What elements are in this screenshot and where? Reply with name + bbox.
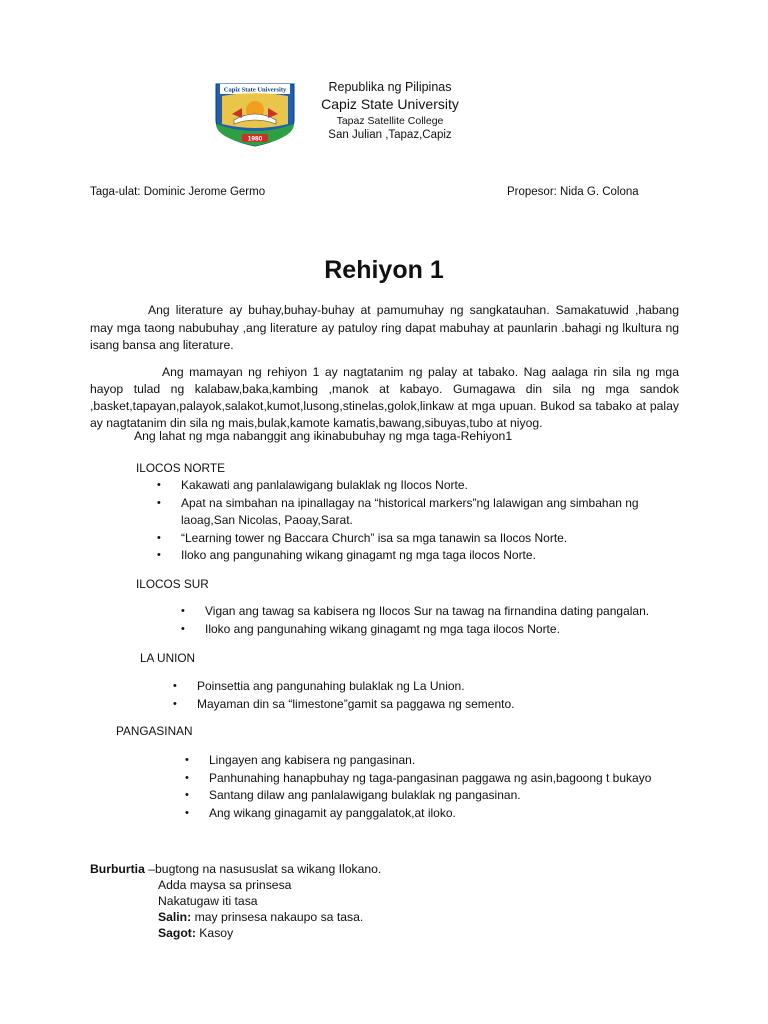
reporter-name: Taga-ulat: Dominic Jerome Germo <box>90 186 266 198</box>
list-item: • Kakawati ang panlalawigang bulaklak ng Ilocos Norte. <box>181 477 681 495</box>
list-item: • Mayaman din sa “limestone”gamit sa paggawa ng semento. <box>197 696 677 714</box>
page-title: Rehiyon 1 <box>324 256 444 284</box>
riddle-translation: Salin: may prinsesa nakaupo sa tasa. <box>158 910 364 924</box>
paragraph-livelihood: Ang mamayan ng rehiyon 1 ay nagtatanim ng palay at tabako. Nag aalaga rin sila ng mga hayop tulad ng kalabaw,baka,kambing ,manok at kabayo. Gumagawa din sila ng mga sandok ,basket,tapayan,palayok,salakot,kumot,lusong,stinelas,golok,linkaw at mga upuan. Bukod sa tabako at palay ay nagtatanim din sila ng mais,bulak,kamote kamatis,bawang,sibuyas,tubo at niyog. <box>90 365 679 430</box>
section-heading-ilocos-norte: ILOCOS NORTE <box>136 461 225 475</box>
bullet-icon: • <box>173 697 177 710</box>
bullet-icon: • <box>157 531 161 544</box>
list-pangasinan <box>185 752 689 822</box>
list-la-union <box>173 678 677 713</box>
bullet-icon: • <box>157 479 161 491</box>
list-item: • Ang wikang ginagamit ay panggalatok,at iloko. <box>209 805 689 823</box>
list-item: • Lingayen ang kabisera ng pangasinan. <box>209 752 689 770</box>
logo-top-text: Capiz State University <box>223 86 287 94</box>
bullet-icon: • <box>157 496 161 509</box>
list-item: • Apat na simbahan na ipinallagay na “historical markers”ng lalawigan ang simbahan ng laoag,San Nicolas, Paoay,Sarat. <box>157 495 639 527</box>
riddle-line-1: Adda maysa sa prinsesa <box>158 878 292 892</box>
bullet-icon: • <box>185 789 189 801</box>
header-republic: Republika ng Pilipinas <box>328 80 452 94</box>
salin-label: Salin: <box>158 910 192 924</box>
header-university: Capiz State University <box>321 96 459 112</box>
header-address: San Julian ,Tapaz,Capiz <box>328 129 452 141</box>
bullet-icon: • <box>157 549 161 561</box>
bullet-icon: • <box>181 605 185 617</box>
burburtia-label: Burburtia <box>90 862 145 876</box>
logo-year: 1980 <box>247 135 263 143</box>
riddle-answer: Sagot: Kasoy <box>158 926 234 940</box>
paragraph-summary: Ang lahat ng mga nabanggit ang ikinabubuhay ng mga taga-Rehiyon1 <box>134 429 513 443</box>
list-item: • Poinsettia ang pangunahing bulaklak ng La Union. <box>197 678 677 696</box>
section-heading-la-union: LA UNION <box>140 651 196 665</box>
professor-name: Propesor: Nida G. Colona <box>507 186 639 198</box>
burburtia-definition: Burburtia –bugtong na nasususlat sa wikang Ilokano. <box>90 862 382 876</box>
list-item: • Vigan ang tawag sa kabisera ng Ilocos Sur na tawag na firnandina dating pangalan. <box>205 603 685 621</box>
bullet-icon: • <box>173 680 177 692</box>
list-item: • Panhunahing hanapbuhay ng taga-pangasinan paggawa ng asin,bagoong t bukayo <box>209 770 689 788</box>
list-ilocos-norte <box>157 477 681 565</box>
list-item: • Iloko ang pangunahing wikang ginagamt ng mga taga ilocos Norte. <box>181 547 681 565</box>
list-item: • Iloko ang pangunahing wikang ginagamt ng mga taga ilocos Norte. <box>205 621 685 639</box>
sagot-label: Sagot: <box>158 926 196 940</box>
list-ilocos-sur <box>181 603 685 638</box>
paragraph-intro: Ang literature ay buhay,buhay-buhay at pamumuhay ng sangkatauhan. Samakatuwid ,habang may mga taong nabubuhay ,ang literature ay patuloy ring dapat mabuhay at paunlarin .bahagi ng lkultura ng isang bansa ang literature. <box>90 303 679 352</box>
list-item: • Santang dilaw ang panlalawigang bulaklak ng pangasinan. <box>209 787 689 805</box>
bullet-icon: • <box>185 806 189 819</box>
bullet-icon: • <box>181 622 185 635</box>
university-logo <box>212 80 298 148</box>
section-heading-ilocos-sur: ILOCOS SUR <box>136 577 209 591</box>
list-item: • “Learning tower ng Baccara Church” isa sa mga tanawin sa Ilocos Norte. <box>181 530 681 548</box>
header-college: Tapaz Satellite College <box>336 115 444 127</box>
bullet-icon: • <box>185 771 189 784</box>
riddle-line-2: Nakatugaw iti tasa <box>158 894 258 908</box>
section-heading-pangasinan: PANGASINAN <box>116 724 193 738</box>
bullet-icon: • <box>185 754 189 766</box>
